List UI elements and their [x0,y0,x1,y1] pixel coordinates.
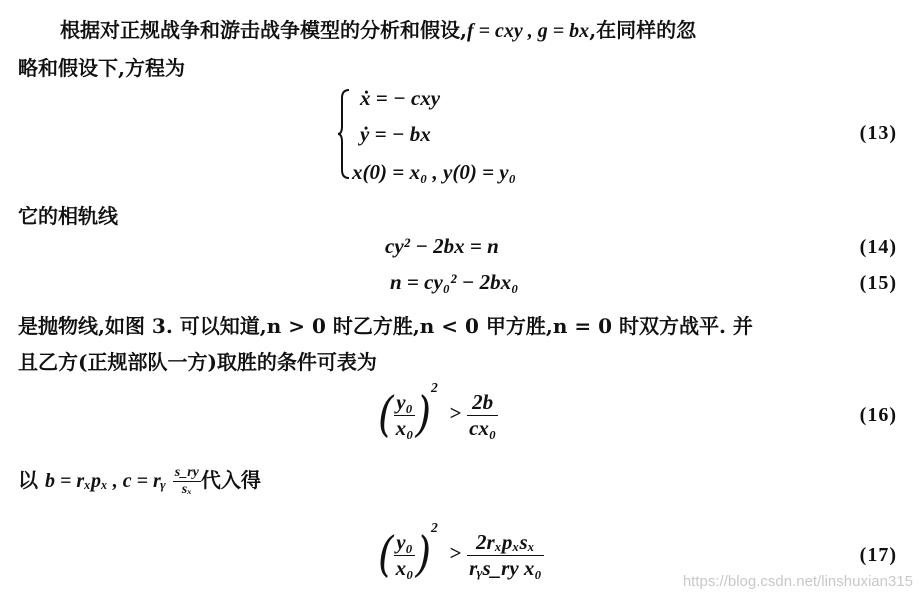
intro-text: 根据对正规战争和游击战争模型的分析和假设, [60,18,467,42]
eq17-number: (17) [859,544,897,566]
subst-fraction: $\frac{s\_ry}{\text{sₓ}}$ [174,465,199,497]
eq14-number: (14) [859,236,897,258]
intro-line-2: 略和假设下,方程为 [18,56,185,80]
paren-right: ) [415,387,432,443]
eq15: n = cy₀² − 2bx₀ [390,270,519,294]
eq16: ( $\frac{\text{y₀}}{\text{x₀}}$ )$^2$ > $\frac{2b}{\text{cx₀}}$ [378,380,497,443]
eq13-line-1: ẋ = − cxy [360,86,441,110]
eq14: cy² − 2bx = n [385,234,499,258]
eq17-lhs-fraction: $\frac{\text{y₀}}{\text{x₀}}$ [395,529,414,580]
subst-line: 以 b = rₓpₓ , c = rᵧ $\frac{s\_ry}{\text{sₓ}}$ 代入得 [18,465,261,497]
intro-line-1 [60,14,696,43]
intro-math: f = cxy , g = bx [466,20,590,42]
paren-left: ( [378,387,394,443]
left-brace [338,88,350,180]
eq13-line-2: ẏ = − bx [360,122,431,146]
eq13-number: (13) [859,122,897,144]
eq17: ( $\frac{\text{y₀}}{\text{x₀}}$ )$^2$ > $\frac{\text{2rₓpₓsₓ}}{\text{rᵧs\_ry x₀}}$ [378,520,542,583]
eq13-line-3: x(0) = x₀ , y(0) = y₀ [352,160,516,184]
phase-label: 它的相轨线 [18,204,118,228]
para-line-1: 是抛物线,如图 3. 可以知道,n > 0 时乙方胜,n < 0 甲方胜,n = 0 时双方战平. 并 [18,314,753,338]
eq16-number: (16) [859,404,897,426]
intro-tail: ,在同样的忽 [589,18,697,42]
eq15-number: (15) [859,272,897,294]
eq16-lhs-fraction: $\frac{\text{y₀}}{\text{x₀}}$ [395,389,414,440]
eq17-rhs-fraction: $\frac{\text{2rₓpₓsₓ}}{\text{rᵧs\_ry x₀}}$ [469,529,542,580]
watermark: https://blog.csdn.net/linshuxian315 [682,573,913,590]
para-line-2: 且乙方(正规部队一方)取胜的条件可表为 [18,350,377,374]
eq16-rhs-fraction: $\frac{2b}{\text{cx₀}}$ [469,389,497,440]
